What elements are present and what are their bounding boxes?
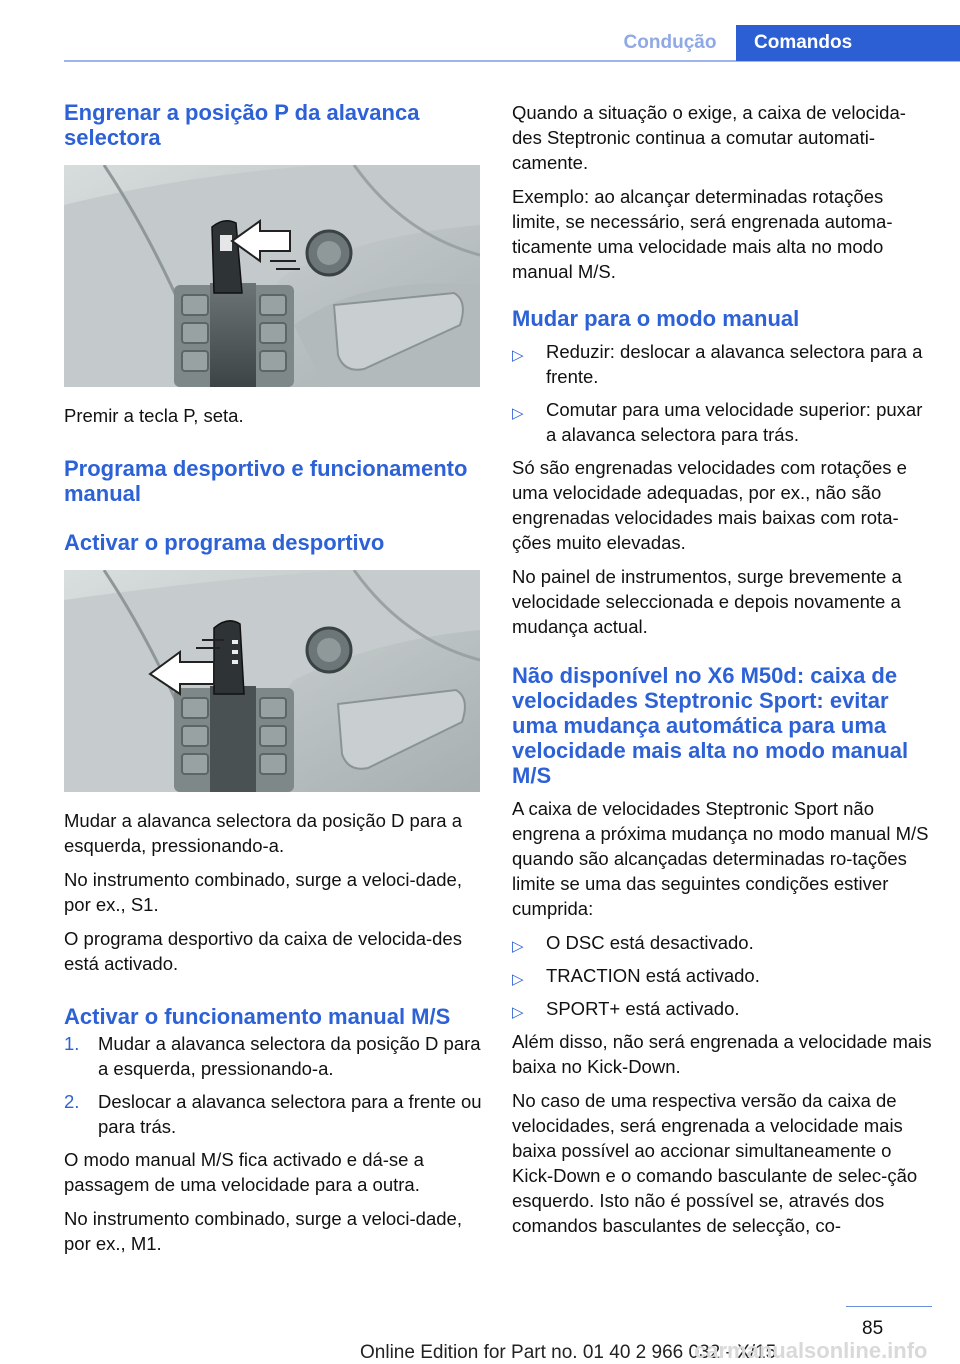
section-label: Condução [623, 32, 717, 53]
paragraph-press-p: Premir a tecla P, seta. [64, 405, 244, 426]
step-text: Mudar a alavanca selectora da posição D para a esquerda, pressionando-a. [98, 1033, 481, 1079]
edition-text: Online Edition for Part no. 01 40 2 966 032 - X/15 [360, 1342, 777, 1363]
bullet-text: Reduzir: deslocar a alavanca selectora para a frente. [546, 341, 923, 387]
paragraph-sport-no-shift: A caixa de velocidades Steptronic Sport não engrena a próxima mudança no modo manual M/S quando são alcançadas determinadas ro-tações limite se uma das seguintes condições estiver cumprida: [512, 798, 929, 919]
console-photo-2 [64, 570, 480, 792]
paragraph-only-engaged: Só são engrenadas velocidades com rotações e uma velocidade adequadas, por ex., não são engrenadas velocidades mais baixas com rota-ções muito elevadas. [512, 457, 907, 553]
paragraph-instrument-panel: No painel de instrumentos, surge brevemente a velocidade seleccionada e depois novamente a mudança actual. [512, 566, 902, 637]
page-number: 85 [862, 1318, 884, 1339]
paragraph-steptronic-auto: Quando a situação o exige, a caixa de velocida-des Steptronic continua a comutar automati-camente. [512, 102, 906, 173]
heading-park-position: Engrenar a posição P da alavanca selectora [64, 100, 420, 150]
list-item [512, 397, 932, 447]
tab-comandos[interactable]: Comandos [736, 25, 960, 61]
list-item [512, 996, 932, 1021]
triangle-right-icon: ▷ [512, 938, 524, 955]
list-item [512, 339, 932, 389]
step-text: Deslocar a alavanca selectora para a frente ou para trás. [98, 1091, 482, 1137]
steps-list [64, 1031, 482, 1139]
footer-rule [846, 1306, 932, 1307]
list-item [64, 1031, 482, 1081]
heading-sport-manual: Programa desportivo e funcionamento manual [64, 456, 468, 506]
figure-selector-lever-p-button [64, 165, 480, 387]
figure-selector-lever-left [64, 570, 480, 792]
bullet-text: TRACTION está activado. [546, 965, 760, 986]
step-number: 2. [64, 1091, 80, 1112]
triangle-right-icon: ▷ [512, 347, 524, 364]
heading-activate-sport: Activar o programa desportivo [64, 530, 385, 555]
list-item [512, 963, 932, 988]
console-photo-1 [64, 165, 480, 387]
right-column [512, 100, 932, 1247]
watermark: carmanualsonline.info [694, 1338, 928, 1363]
bullets-manual [512, 339, 932, 447]
triangle-right-icon: ▷ [512, 971, 524, 988]
triangle-right-icon: ▷ [512, 1004, 524, 1021]
paragraph-manual-active: O modo manual M/S fica activado e dá-se a passagem de uma velocidade para a outra. [64, 1149, 424, 1195]
step-number: 1. [64, 1033, 80, 1054]
list-item [512, 930, 932, 955]
triangle-right-icon: ▷ [512, 405, 524, 422]
heading-activate-manual: Activar o funcionamento manual M/S [64, 1004, 451, 1029]
bullet-text: O DSC está desactivado. [546, 932, 754, 953]
heading-change-manual: Mudar para o modo manual [512, 306, 800, 331]
paragraph-move-lever-left: Mudar a alavanca selectora da posição D para a esquerda, pressionando-a. [64, 810, 462, 856]
bullet-text: SPORT+ está activado. [546, 998, 740, 1019]
list-item [64, 1089, 482, 1139]
paragraph-instrument-m1: No instrumento combinado, surge a veloci-dade, por ex., M1. [64, 1208, 462, 1254]
paragraph-example: Exemplo: ao alcançar determinadas rotações limite, se necessário, será engrenada automa-ticamente uma velocidade mais alta no modo manual M/S. [512, 186, 893, 282]
bullet-text: Comutar para uma velocidade superior: puxar a alavanca selectora para trás. [546, 399, 923, 445]
heading-not-available-x6: Não disponível no X6 M50d: caixa de velocidades Steptronic Sport: evitar uma mudança automática para uma velocidade mais alta no modo manual M/S [512, 663, 909, 788]
paragraph-kickdown: Além disso, não será engrenada a velocidade mais baixa no Kick-Down. [512, 1031, 932, 1077]
bullets-conditions [512, 930, 932, 1021]
paragraph-instrument-s1: No instrumento combinado, surge a veloci-dade, por ex., S1. [64, 869, 462, 915]
paragraph-sport-active: O programa desportivo da caixa de velocida-des está activado. [64, 928, 462, 974]
paragraph-kickdown-version: No caso de uma respectiva versão da caixa de velocidades, será engrenada a velocidade mais baixa possível ao accionar simultaneamente o Kick-Down e o comando basculante de selec-ção esquerdo. Isto não é possível se, através dos comandos basculantes de selecção, co- [512, 1090, 918, 1236]
left-column [64, 100, 482, 1265]
